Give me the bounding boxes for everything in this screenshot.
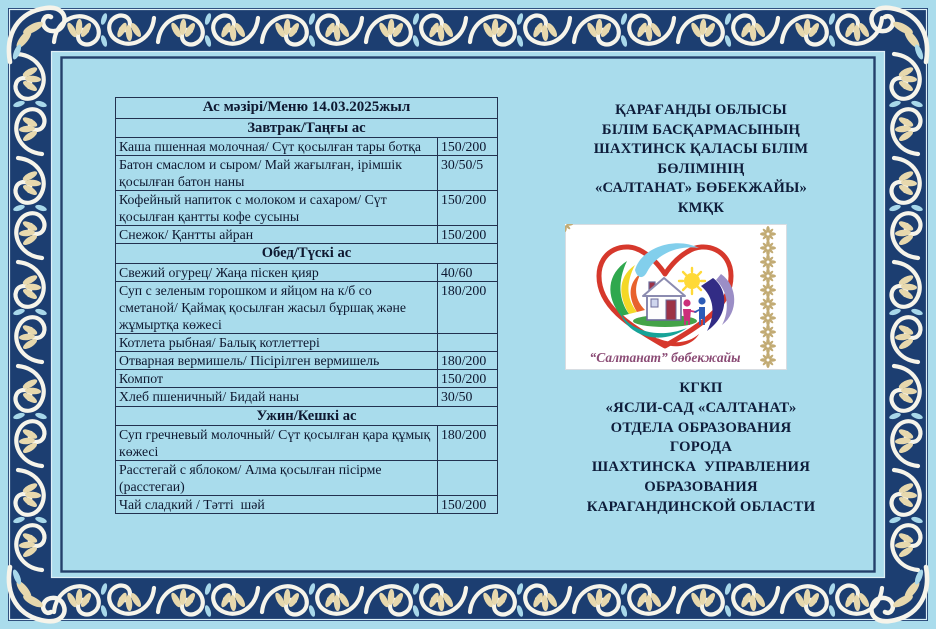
menu-row <box>116 388 498 406</box>
org-line: «ЯСЛИ-САД «САЛТАНАТ» <box>605 399 797 416</box>
dish-cell: Отварная вермишель/ Пісірілген вермишель <box>116 352 438 370</box>
portion-cell: 30/50/5 <box>438 155 498 190</box>
menu-row <box>116 334 498 352</box>
portion-cell: 150/200 <box>438 226 498 244</box>
logo-caption: “Салтанат” бөбекжайы <box>589 350 741 365</box>
menu-table <box>115 97 498 514</box>
dish-cell: Суп гречневый молочный/ Сүт қосылған қара құмық көжесі <box>116 425 438 460</box>
dish-cell: Батон смаслом и сыром/ Май жағылған, ірімшік қосылған батон наны <box>116 155 438 190</box>
dish-cell: Кофейный напиток с молоком и сахаром/ Сүт қосылған қантты кофе сусыны <box>116 191 438 226</box>
menu-row <box>116 496 498 514</box>
dish-cell: Каша пшенная молочная/ Сүт қосылған тары ботқа <box>116 137 438 155</box>
portion-cell: 150/200 <box>438 137 498 155</box>
menu-section-row <box>116 406 498 425</box>
org-line: ШАХТИНСК ҚАЛАСЫ БІЛІМ <box>593 141 809 157</box>
portion-cell: 180/200 <box>438 352 498 370</box>
kindergarten-logo <box>565 224 787 370</box>
org-line: ОТДЕЛА ОБРАЗОВАНИЯ <box>610 419 792 436</box>
menu-section-header: Завтрак/Таңғы ас <box>116 118 498 137</box>
menu-title-row <box>116 98 498 119</box>
org-line: «САЛТАНАТ» БӨБЕКЖАЙЫ» <box>594 180 808 196</box>
menu-row <box>116 281 498 333</box>
dish-cell: Свежий огурец/ Жаңа піскен қияр <box>116 263 438 281</box>
portion-cell <box>438 334 498 352</box>
org-line: БІЛІМ БАСҚАРМАСЫНЫҢ <box>601 121 801 138</box>
logo-graphic <box>565 224 787 370</box>
menu-title: Ас мәзірі/Меню 14.03.2025жыл <box>116 98 498 119</box>
org-line: БӨЛІМІНІҢ <box>657 160 745 177</box>
portion-cell: 180/200 <box>438 425 498 460</box>
org-name-kazakh <box>533 101 869 218</box>
menu-row <box>116 155 498 190</box>
dish-cell: Суп с зеленым горошком и яйцом на к/б со сметаной/ Қаймақ қосылған жасыл бұршақ және жұмыртқа көжесі <box>116 281 438 333</box>
org-name-russian <box>533 379 869 518</box>
org-line: КАРАГАНДИНСКОЙ ОБЛАСТИ <box>586 498 816 515</box>
menu-row <box>116 370 498 388</box>
menu-row <box>116 263 498 281</box>
org-line: ҚАРАҒАНДЫ ОБЛЫСЫ <box>615 102 787 118</box>
org-line: ОБРАЗОВАНИЯ <box>644 478 758 495</box>
portion-cell <box>438 461 498 496</box>
dish-cell: Снежок/ Қантты айран <box>116 226 438 244</box>
menu-section-header: Ужин/Кешкі ас <box>116 406 498 425</box>
org-line: ГОРОДА <box>669 439 733 456</box>
portion-cell: 180/200 <box>438 281 498 333</box>
menu-row <box>116 352 498 370</box>
menu-section-row <box>116 244 498 263</box>
org-line: КГКП <box>679 380 723 396</box>
portion-cell: 150/200 <box>438 191 498 226</box>
portion-cell: 30/50 <box>438 388 498 406</box>
menu-row <box>116 425 498 460</box>
menu-row <box>116 137 498 155</box>
portion-cell: 150/200 <box>438 370 498 388</box>
menu-section-header: Обед/Түскі ас <box>116 244 498 263</box>
menu-row <box>116 191 498 226</box>
portion-cell: 40/60 <box>438 263 498 281</box>
dish-cell: Хлеб пшеничный/ Бидай наны <box>116 388 438 406</box>
dish-cell: Чай сладкий / Тәтті шәй <box>116 496 438 514</box>
org-line: КМҚК <box>677 199 725 216</box>
dish-cell: Компот <box>116 370 438 388</box>
org-line: ШАХТИНСКА УПРАВЛЕНИЯ <box>591 459 811 476</box>
dish-cell: Котлета рыбная/ Балық котлеттері <box>116 334 438 352</box>
menu-row <box>116 226 498 244</box>
portion-cell: 150/200 <box>438 496 498 514</box>
menu-section-row <box>116 118 498 137</box>
dish-cell: Расстегай с яблоком/ Алма қосылған пісірме (расстегаи) <box>116 461 438 496</box>
menu-row <box>116 461 498 496</box>
menu-table-body <box>116 118 498 514</box>
